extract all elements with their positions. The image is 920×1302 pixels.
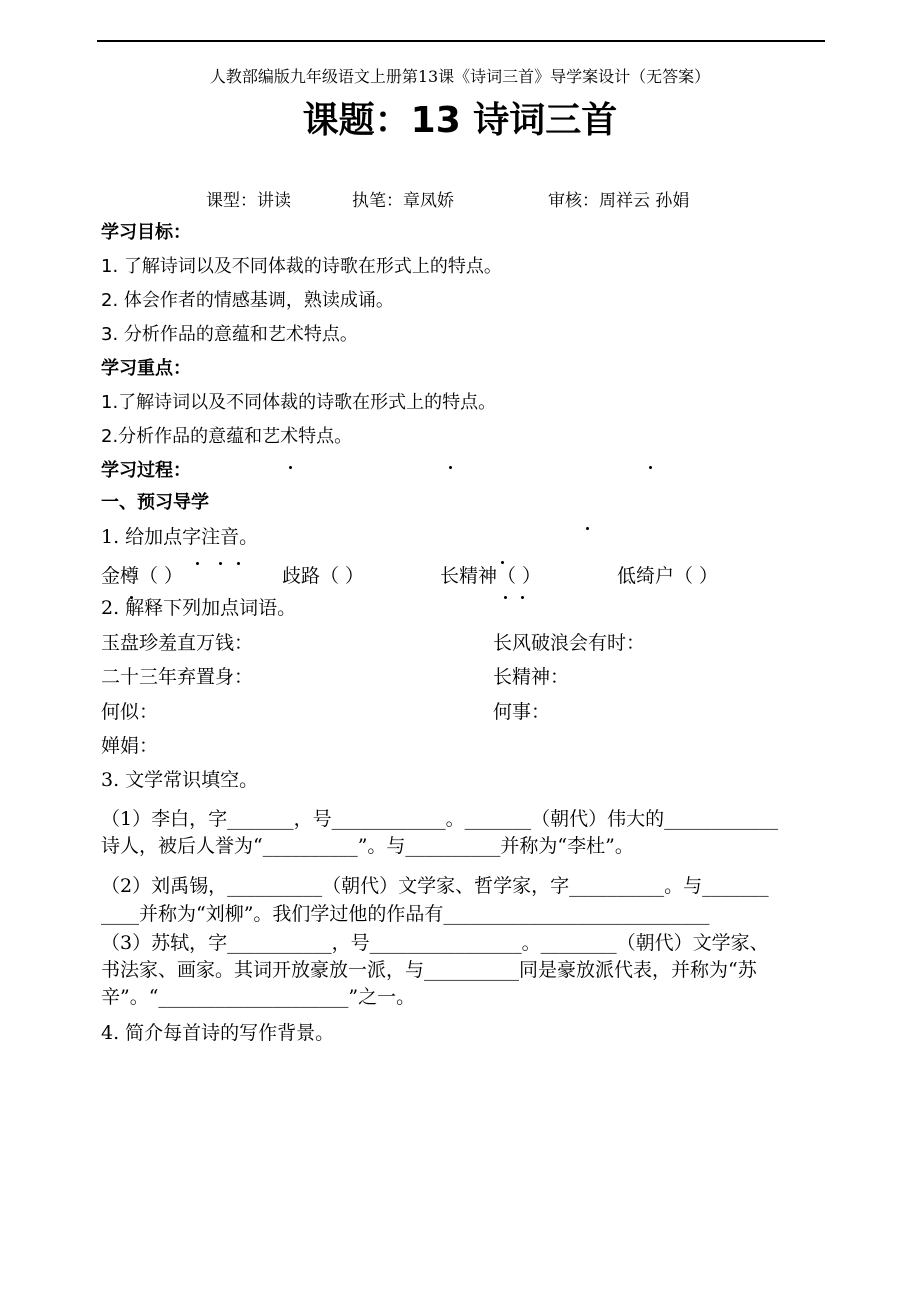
emphasis-dot xyxy=(237,562,240,565)
fill-line: 辛”。“____________________”之一。 xyxy=(101,986,416,1008)
pinyin-item: 长精神（ ） xyxy=(440,565,542,587)
question-4: 4. 简介每首诗的写作背景。 xyxy=(101,1022,335,1044)
word-item: 何似： xyxy=(101,701,159,723)
objective-item: 1. 了解诗词以及不同体裁的诗歌在形式上的特点。 xyxy=(101,256,502,277)
document-subtitle: 人教部编版九年级语文上册第13课《诗词三首》导学案设计（无答案） xyxy=(209,67,711,86)
word-item: 长风破浪会有时： xyxy=(493,632,646,654)
emphasis-dot xyxy=(289,466,292,469)
word-item: 何事： xyxy=(493,701,551,723)
emphasis-dot xyxy=(521,596,524,599)
word-item: 长精神： xyxy=(493,666,570,688)
question-3: 3. 文学常识填空。 xyxy=(101,769,259,791)
fill-line: （1）李白，字_______，号____________。_______（朝代）伟大的____________ xyxy=(101,808,779,830)
pinyin-item: 歧路（ ） xyxy=(282,565,365,587)
emphasis-dot xyxy=(196,562,199,565)
fill-line: （2）刘禹锡，__________（朝代）文学家、哲学家，字__________。与_______ xyxy=(101,875,769,897)
fill-line: 书法家、画家。其词开放豪放一派，与__________同是豪放派代表，并称为“苏 xyxy=(101,959,757,981)
pinyin-item: 金樽（ ） xyxy=(101,565,184,587)
question-1: 1. 给加点字注音。 xyxy=(101,526,259,548)
focus-item: 1.了解诗词以及不同体裁的诗歌在形式上的特点。 xyxy=(101,392,497,413)
fill-line: 诗人，被后人誉为“__________”。与__________并称为“李杜”。 xyxy=(101,835,634,857)
emphasis-dot xyxy=(649,466,652,469)
emphasis-dot xyxy=(219,562,222,565)
word-item: 婵娟： xyxy=(101,735,159,757)
word-item: 二十三年弃置身： xyxy=(101,666,254,688)
objective-item: 2. 体会作者的情感基调，熟读成诵。 xyxy=(101,290,394,311)
objective-item: 3. 分析作品的意蕴和艺术特点。 xyxy=(101,324,358,345)
fill-line: ____并称为“刘柳”。我们学过他的作品有____________________________ xyxy=(101,903,710,925)
section-heading: 一、预习导学 xyxy=(101,492,209,513)
objectives-heading: 学习目标： xyxy=(101,222,191,243)
fill-line: （3）苏轼，字___________，号________________。________（朝代）文学家、 xyxy=(101,932,769,954)
top-rule xyxy=(97,40,825,42)
process-heading: 学习过程： xyxy=(101,460,191,481)
lesson-writer: 执笔：章凤娇 xyxy=(352,191,454,211)
page-title: 课题：13 诗词三首 xyxy=(302,100,618,141)
lesson-type: 课型：讲读 xyxy=(206,191,291,211)
emphasis-dot xyxy=(504,596,507,599)
emphasis-dot xyxy=(586,527,589,530)
pinyin-item: 低绮户（ ） xyxy=(617,565,719,587)
focus-heading: 学习重点： xyxy=(101,358,191,379)
lesson-reviewer: 审核：周祥云 孙娟 xyxy=(548,191,690,211)
emphasis-dot xyxy=(449,466,452,469)
question-2: 2. 解释下列加点词语。 xyxy=(101,597,297,619)
focus-item: 2.分析作品的意蕴和艺术特点。 xyxy=(101,426,353,447)
word-item: 玉盘珍羞直万钱： xyxy=(101,632,254,654)
